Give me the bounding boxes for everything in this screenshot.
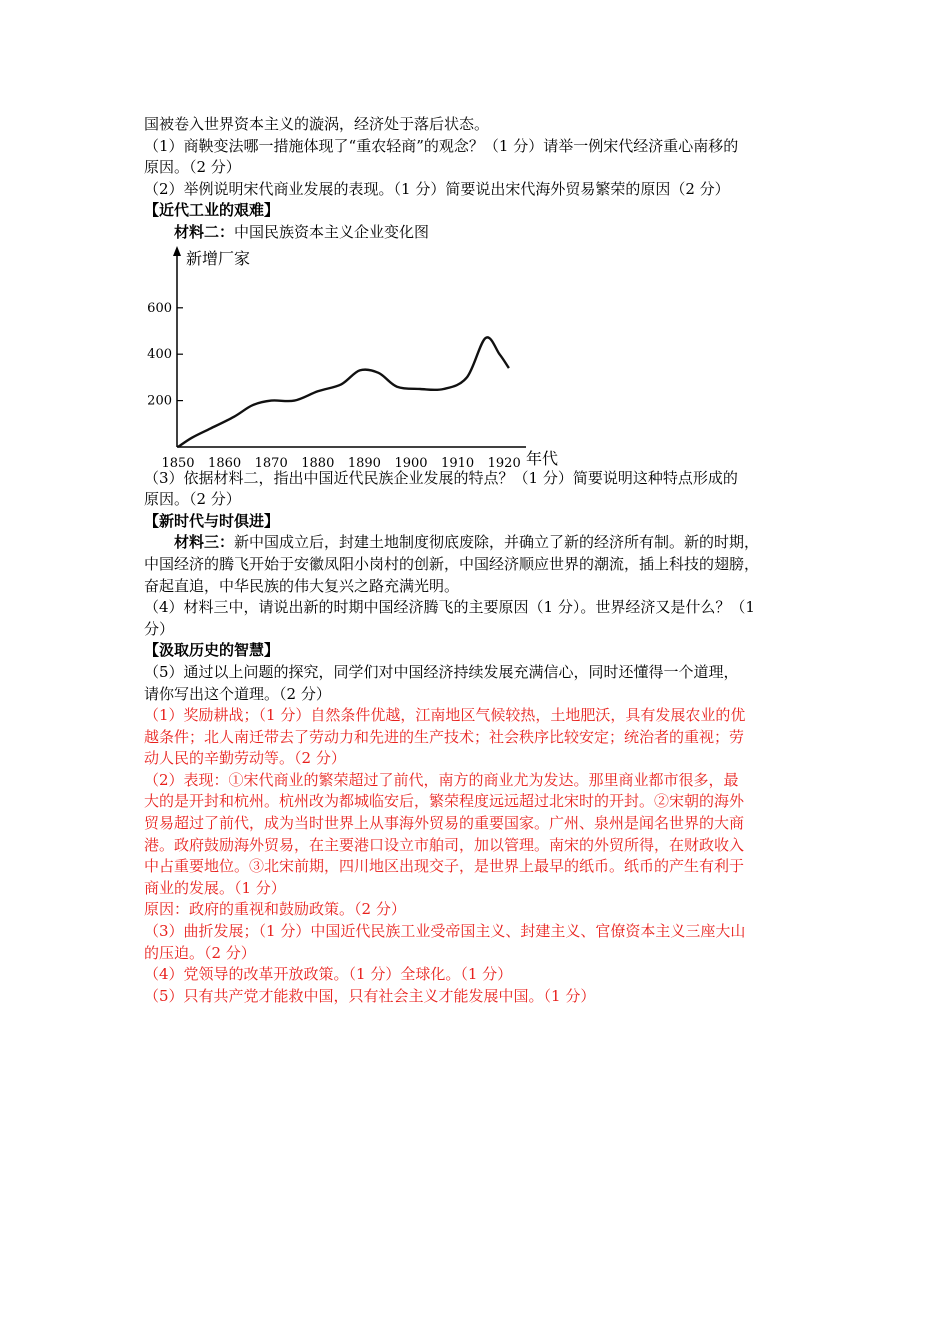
x-tick-label: 1870 [254, 455, 288, 471]
answer-line: 的压迫。（2 分） [144, 943, 256, 962]
question-3-line-1: （3）依据材料二，指出中国近代民族企业发展的特点？（1 分）简要说明这种特点形成的 [144, 468, 738, 487]
answer-line: （1）奖励耕战；（1 分）自然条件优越，江南地区气候较热，土地肥沃，具有发展农业的优 [144, 706, 746, 725]
section-title-new-era: 【新时代与时俱进】 [144, 511, 280, 530]
answer-line: 大的是开封和杭州。杭州改为都城临安后，繁荣程度远远超过北宋时的开封。②宋朝的海外 [144, 792, 745, 811]
question-1-line-2: 原因。（2 分） [144, 158, 241, 177]
x-axis-label: 年代 [526, 448, 559, 468]
enterprise-chart-svg [144, 244, 808, 471]
question-5-line-1: （5）通过以上问题的探究，同学们对中国经济持续发展充满信心，同时还懂得一个道理， [144, 662, 739, 681]
y-tick-label: 400 [147, 346, 172, 362]
question-1-line-1: （1）商鞅变法哪一措施体现了“重农轻商”的观念？（1 分）请举一例宋代经济重心南移的 [144, 136, 739, 155]
question-4-line-2: 分） [144, 619, 175, 638]
enterprise-chart [144, 244, 808, 471]
x-tick-label: 1890 [347, 455, 381, 471]
y-axis-label: 新增厂家 [186, 248, 251, 268]
intro-tail: 国被卷入世界资本主义的漩涡，经济处于落后状态。 [144, 115, 490, 133]
material-2-title: 中国民族资本主义企业变化图 [234, 222, 430, 241]
y-tick-label: 200 [147, 393, 172, 409]
question-2-line-1: （2）举例说明宋代商业发展的表现。（1 分）简要说出宋代海外贸易繁荣的原因（2 分） [144, 179, 730, 198]
answer-line: （3）曲折发展；（1 分）中国近代民族工业受帝国主义、封建主义、官僚资本主义三座大山 [144, 922, 746, 941]
material-3-line-1 [144, 532, 808, 554]
y-axis-arrow-icon [173, 246, 181, 256]
material-3-label: 材料三： [174, 533, 235, 552]
answer-line: 港。政府鼓励海外贸易，在主要港口设立市舶司，加以管理。南宋的外贸所得，在财政收入 [144, 835, 745, 854]
question-3-line-2: 原因。（2 分） [144, 490, 241, 509]
material-3-text: 新中国成立后，封建土地制度彻底废除，并确立了新的经济所有制。新的时期， [234, 533, 760, 552]
x-tick-label: 1900 [394, 455, 428, 471]
x-tick-label: 1910 [441, 455, 475, 471]
question-5-line-2: 请你写出这个道理。（2 分） [144, 684, 331, 703]
material-2-label: 材料二： [174, 222, 235, 241]
x-tick-label: 1880 [301, 455, 335, 471]
answer-line: （4）党领导的改革开放政策。（1 分）全球化。（1 分） [144, 965, 513, 984]
document-page [144, 114, 808, 1007]
y-tick-label: 600 [147, 300, 172, 316]
answer-line: （5）只有共产党才能救中国，只有社会主义才能发展中国。（1 分） [144, 986, 596, 1005]
question-4-line-1: （4）材料三中，请说出新的时期中国经济腾飞的主要原因（1 分）。世界经济又是什么？（1 [144, 598, 755, 617]
x-tick-label: 1920 [487, 455, 521, 471]
answer-line: 商业的发展。（1 分） [144, 878, 286, 897]
answer-line: 贸易超过了前代，成为当时世界上从事海外贸易的重要国家。广州、泉州是闻名世界的大商 [144, 814, 745, 833]
x-tick-label: 1850 [161, 455, 195, 471]
material-3-line-3: 奋起直追，中华民族的伟大复兴之路充满光明。 [144, 576, 460, 595]
section-title-modern-industry: 【近代工业的艰难】 [144, 201, 280, 220]
material-2-caption [144, 222, 808, 244]
material-3-line-2: 中国经济的腾飞开始于安徽凤阳小岗村的创新，中国经济顺应世界的潮流，插上科技的翅膀， [144, 554, 760, 573]
answer-line: 动人民的辛勤劳动等。（2 分） [144, 749, 346, 768]
section-title-wisdom: 【汲取历史的智慧】 [144, 641, 280, 660]
answer-line: （2）表现：①宋代商业的繁荣超过了前代，南方的商业尤为发达。那里商业都市很多，最 [144, 770, 739, 789]
answer-line: 越条件；北人南迁带去了劳动力和先进的生产技术；社会秩序比较安定；统治者的重视；劳 [144, 727, 745, 746]
x-tick-label: 1860 [208, 455, 242, 471]
series-line [178, 337, 509, 447]
answer-block [144, 705, 808, 1007]
answer-line: 中占重要地位。③北宋前期，四川地区出现交子，是世界上最早的纸币。纸币的产生有利于 [144, 857, 745, 876]
answer-line: 原因：政府的重视和鼓励政策。（2 分） [144, 900, 406, 919]
